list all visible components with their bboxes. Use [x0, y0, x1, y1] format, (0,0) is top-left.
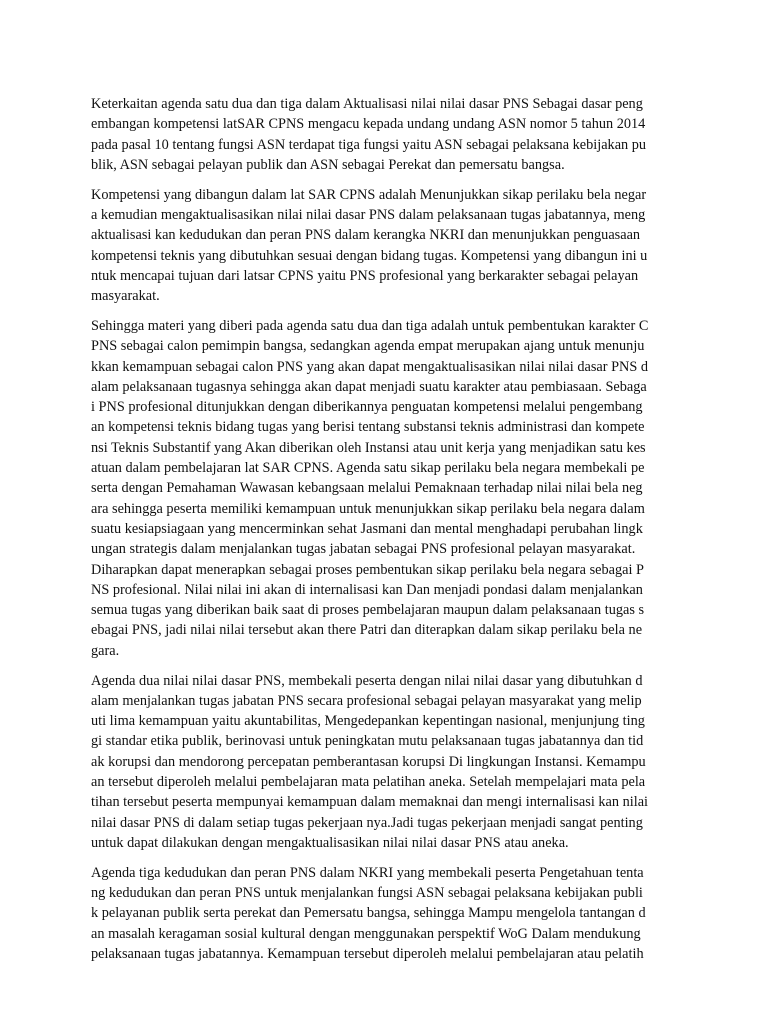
paragraph [91, 863, 681, 964]
text-line: Agenda dua nilai nilai dasar PNS, membekali peserta dengan nilai nilai dasar yang dibutuhkan d [91, 672, 643, 689]
text-line: gara. [91, 642, 120, 659]
text-line: pelaksanaan tugas jabatannya. Kemampuan tersebut diperoleh melalui pembelajaran atau pelatih [91, 945, 644, 962]
text-line: Kompetensi yang dibangun dalam lat SAR CPNS adalah Menunjukkan sikap perilaku bela negar [91, 186, 647, 203]
text-line: alam menjalankan tugas jabatan PNS secara profesional sebagai pelayan masyarakat yang melip [91, 692, 642, 709]
text-line: Diharapkan dapat menerapkan sebagai proses pembentukan sikap perilaku bela negara sebagai P [91, 561, 644, 578]
text-line: kompetensi teknis yang dibutuhkan sesuai dengan bidang tugas. Kompetensi yang dibangun ini u [91, 247, 648, 264]
text-line: ungan strategis dalam menjalankan tugas jabatan sebagai PNS profesional pelayan masyarakat. [91, 541, 636, 558]
text-line: an kompetensi teknis bidang tugas yang berisi tentang substansi teknis administrasi dan kompete [91, 419, 645, 436]
text-line: ng kedudukan dan peran PNS untuk menjalankan fungsi ASN sebagai pelaksana kebijakan publi [91, 884, 643, 901]
text-line: ara sehingga peserta memiliki kemampuan untuk menunjukkan sikap perilaku bela negara dalam [91, 500, 645, 517]
text-line: Keterkaitan agenda satu dua dan tiga dalam Aktualisasi nilai nilai dasar PNS Sebagai dasar peng [91, 96, 643, 112]
text-line: atuan dalam pembelajaran lat SAR CPNS. Agenda satu sikap perilaku bela negara membekali pe [91, 460, 645, 477]
text-line: ntuk mencapai tujuan dari latsar CPNS yaitu PNS profesional yang berkarakter sebagai pelayan [91, 267, 639, 284]
paragraph [91, 185, 681, 307]
text-line: uti lima kemampuan yaitu akuntabilitas, Mengedepankan kepentingan nasional, menjunjung ting [91, 713, 645, 730]
text-line: serta dengan Pemahaman Wawasan kebangsaan melalui Pemaknaan terhadap nilai nilai bela neg [91, 480, 643, 497]
text-line: blik, ASN sebagai pelayan publik dan ASN sebagai Perekat dan pemersatu bangsa. [91, 156, 565, 173]
text-line: an tersebut diperoleh melalui pembelajaran mata pelatihan aneka. Setelah mempelajari mata pela [91, 774, 646, 790]
text-line: ak korupsi dan mendorong percepatan pemberantasan korupsi Di lingkungan Instansi. Kemampu [91, 753, 646, 770]
text-line: k pelayanan publik serta perekat dan Pemersatu bangsa, sehingga Mampu mengelola tantangan d [91, 905, 646, 922]
text-line: i PNS profesional ditunjukkan dengan diberikannya penguatan kompetensi melalui pengembang [91, 399, 643, 416]
text-line: ebagai PNS, jadi nilai nilai tersebut akan there Patri dan diterapkan dalam sikap perilaku bela ne [91, 622, 643, 639]
text-line: semua tugas yang diberikan baik saat di proses pembelajaran maupun dalam pelaksanaan tugas s [91, 602, 645, 619]
paragraph [91, 94, 681, 175]
text-line: nsi Teknis Substantif yang Akan diberikan oleh Instansi atau unit kerja yang menjadikan satu kes [91, 439, 646, 456]
text-line: alam pelaksanaan tugasnya sehingga akan dapat menjadi suatu karakter atau pembiasaan. Sebaga [91, 378, 647, 395]
text-line: suatu kesiapsiagaan yang mencerminkan sehat Jasmani dan mental menghadapi perubahan lingk [91, 520, 643, 537]
text-line: embangan kompetensi latSAR CPNS mengacu kepada undang undang ASN nomor 5 tahun 2014 [91, 116, 646, 133]
text-line: a kemudian mengaktualisasikan nilai nilai dasar PNS dalam pelaksanaan tugas jabatannya, meng [91, 206, 646, 223]
text-line: masyarakat. [91, 288, 160, 305]
text-line: tihan tersebut peserta mempunyai kemampuan dalam memaknai dan mengi internalisasi kan nilai [91, 794, 649, 811]
text-line: nilai dasar PNS di dalam setiap tugas pekerjaan nya.Jadi tugas pekerjaan menjadi sangat penting [91, 814, 643, 831]
text-line: NS profesional. Nilai nilai ini akan di internalisasi kan Dan menjadi pondasi dalam menjalankan [91, 581, 643, 598]
text-line: Sehingga materi yang diberi pada agenda satu dua dan tiga adalah untuk pembentukan karakter C [91, 317, 649, 334]
document-body [91, 94, 681, 974]
text-line: an masalah keragaman sosial kultural dengan menggunakan perspektif WoG Dalam mendukung [91, 925, 641, 942]
text-line: kkan kemampuan sebagai calon PNS yang akan dapat mengaktualisasikan nilai nilai dasar PNS d [91, 358, 649, 375]
text-line: gi standar etika publik, berinovasi untuk peningkatan mutu pelaksanaan tugas jabatannya dan tid [91, 733, 644, 750]
paragraph [91, 316, 681, 661]
paragraph [91, 671, 681, 854]
text-line: PNS sebagai calon pemimpin bangsa, sedangkan agenda empat merupakan ajang untuk menunju [91, 338, 645, 355]
text-line: aktualisasi kan kedudukan dan peran PNS dalam kerangka NKRI dan menunjukkan penguasaan [91, 227, 641, 244]
text-line: Agenda tiga kedudukan dan peran PNS dalam NKRI yang membekali peserta Pengetahuan tenta [91, 864, 644, 881]
text-line: pada pasal 10 tentang fungsi ASN terdapat tiga fungsi yaitu ASN sebagai pelaksana kebijakan pu [91, 136, 647, 153]
text-line: untuk dapat dilakukan dengan mengaktualisasikan nilai nilai dasar PNS atau aneka. [91, 834, 569, 851]
